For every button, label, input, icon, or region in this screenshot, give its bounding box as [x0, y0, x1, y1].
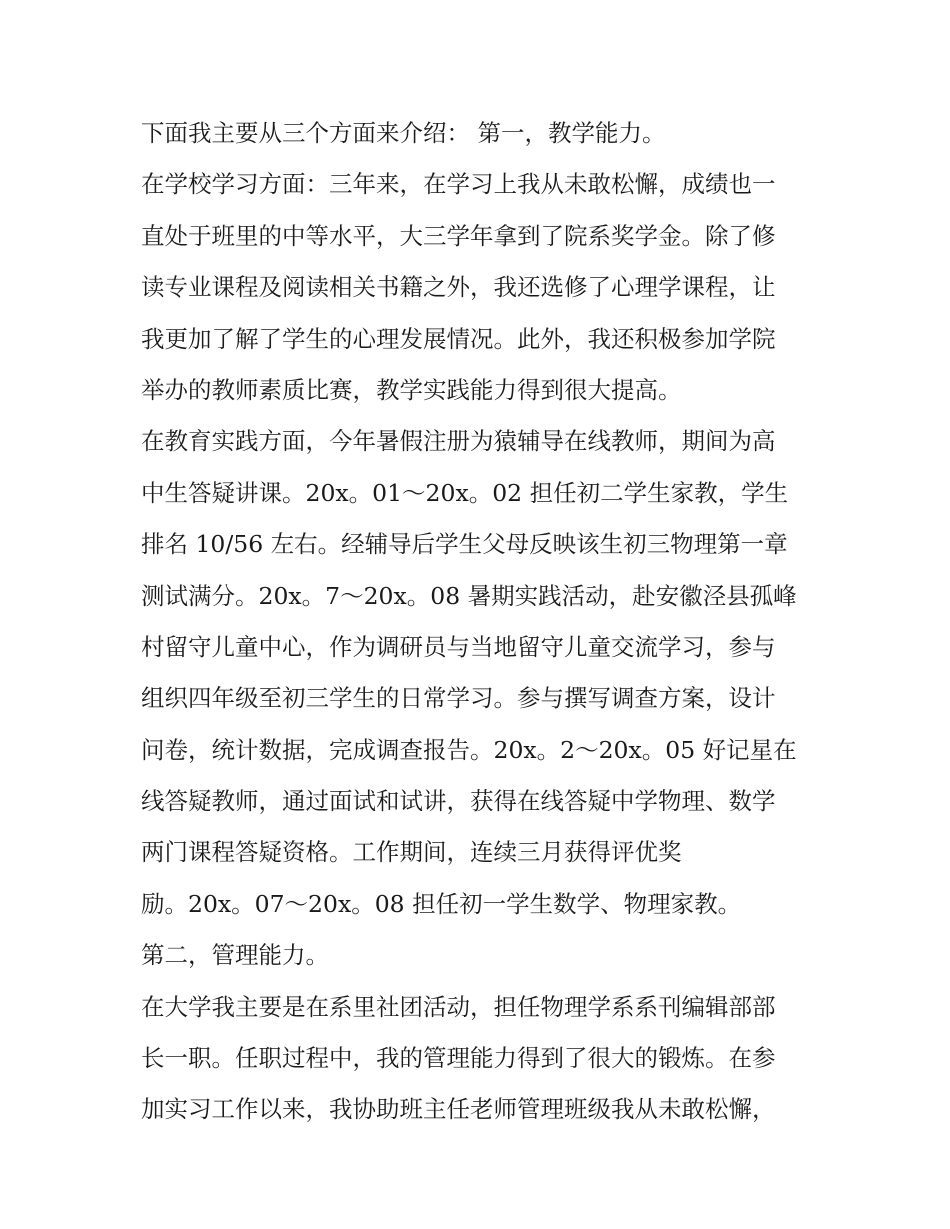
text-line: 测试满分。20x。7～20x。08 暑期实践活动，赴安徽泾县孤峰 [141, 581, 797, 610]
section-heading: 第二，管理能力。 [141, 941, 329, 970]
text-line: 我更加了解了学生的心理发展情况。此外，我还积极参加学院 [141, 324, 776, 353]
text-line: 举办的教师素质比赛，教学实践能力得到很大提高。 [141, 375, 682, 404]
text-line: 直处于班里的中等水平，大三学年拿到了院系奖学金。除了修 [141, 221, 776, 250]
text-line: 长一职。任职过程中，我的管理能力得到了很大的锻炼。在参 [141, 1044, 776, 1073]
text-line: 中生答疑讲课。20x。01～20x。02 担任初二学生家教，学生 [141, 478, 789, 507]
text-line: 两门课程答疑资格。工作期间，连续三月获得评优奖 [141, 838, 682, 867]
text-line: 在大学我主要是在系里社团活动，担任物理学系系刊编辑部部 [141, 992, 776, 1021]
text-line: 在学校学习方面：三年来，在学习上我从未敢松懈，成绩也一 [141, 170, 776, 199]
text-line: 村留守儿童中心，作为调研员与当地留守儿童交流学习，参与 [141, 632, 776, 661]
text-line: 下面我主要从三个方面来介绍： 第一，教学能力。 [141, 119, 666, 147]
text-line: 排名 10/56 左右。经辅导后学生父母反映该生初三物理第一章 [141, 530, 788, 559]
text-line: 在教育实践方面，今年暑假注册为猿辅导在线教师，期间为高 [141, 427, 776, 456]
text-line: 读专业课程及阅读相关书籍之外，我还选修了心理学课程，让 [141, 273, 776, 302]
text-line: 问卷，统计数据，完成调查报告。20x。2～20x。05 好记星在 [141, 735, 797, 764]
text-line: 励。20x。07～20x。08 担任初一学生数学、物理家教。 [141, 889, 742, 918]
text-line: 线答疑教师，通过面试和试讲，获得在线答疑中学物理、数学 [141, 787, 776, 816]
text-line: 加实习工作以来，我协助班主任老师管理班级我从未敢松懈， [141, 1095, 776, 1124]
text-line: 组织四年级至初三学生的日常学习。参与撰写调查方案，设计 [141, 684, 776, 713]
document-body [141, 108, 821, 1136]
